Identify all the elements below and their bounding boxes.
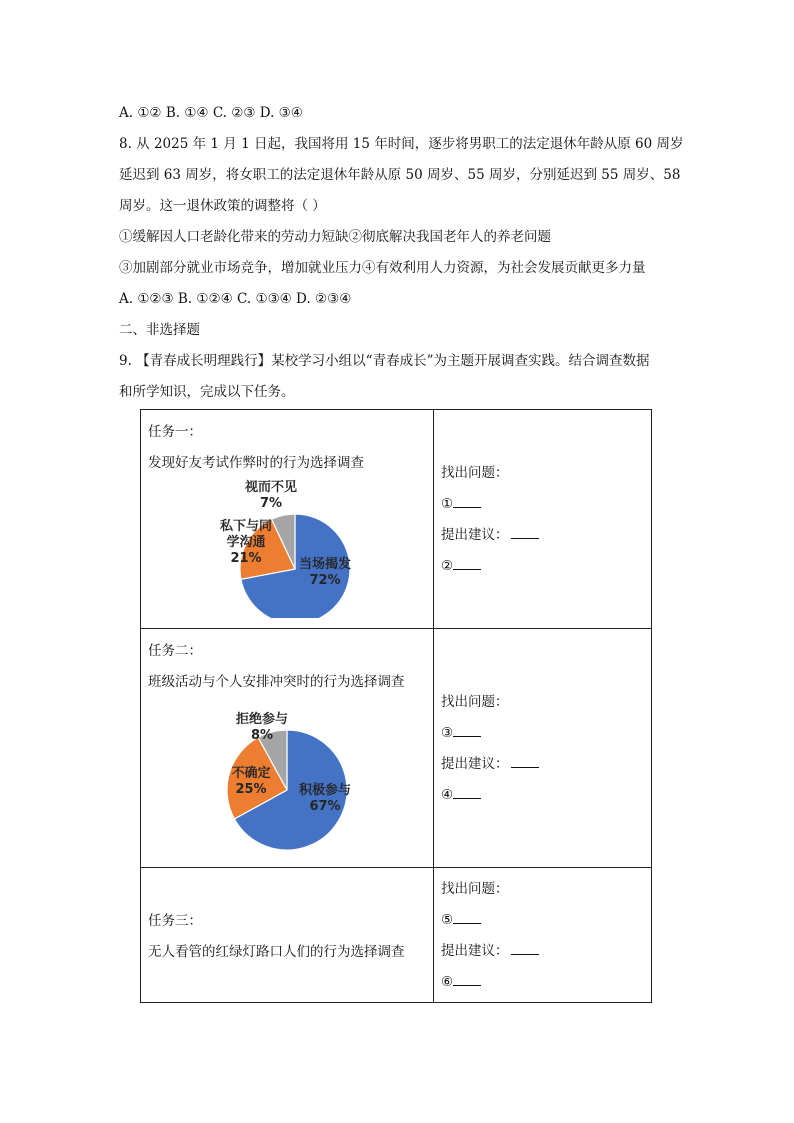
task3-suggest-label[interactable] <box>441 942 539 960</box>
table-divider-row-2 <box>141 867 651 868</box>
table-divider-row-1 <box>141 628 651 629</box>
q8-options: A. ①②③ B. ①②④ C. ①③④ D. ②③④ <box>119 291 352 307</box>
task3-suggest-text: 提出建议： <box>441 943 509 959</box>
task1-suggest-text: 提出建议： <box>441 527 509 543</box>
section-heading: 二、非选择题 <box>119 322 200 338</box>
pie-label-1: 私下与同学沟通 21% <box>219 519 273 566</box>
q7-options: A. ①② B. ①④ C. ②③ D. ③④ <box>119 105 303 121</box>
q8-line-1: 8. 从 2025 年 1 月 1 日起，我国将用 15 年时间，逐步将男职工的法定退休年龄从原 60 周岁 <box>119 136 684 152</box>
task2-answer-2[interactable] <box>441 786 481 804</box>
q8-statement-2: ③加剧部分就业市场竞争，增加就业压力④有效利用人力资源，为社会发展贡献更多力量 <box>119 260 646 276</box>
q8-line-3: 周岁。这一退休政策的调整将（ ） <box>119 198 326 214</box>
task3-title: 任务三： <box>148 913 202 929</box>
q9-line-2: 和所学知识，完成以下任务。 <box>119 384 295 400</box>
task2-answer-1[interactable] <box>441 724 481 742</box>
task1-suggest-label[interactable] <box>441 526 539 544</box>
task3-find-label: 找出问题： <box>441 881 509 897</box>
task3-answer-2[interactable] <box>441 973 481 991</box>
task3-mark-1: ⑤ <box>441 912 454 928</box>
task2-suggest-text: 提出建议： <box>441 756 509 772</box>
task2-subtitle: 班级活动与个人安排冲突时的行为选择调查 <box>148 674 405 690</box>
q8-statement-1: ①缓解因人口老龄化带来的劳动力短缺②彻底解决我国老年人的养老问题 <box>119 229 551 245</box>
task2-mark-2: ④ <box>441 787 454 803</box>
pie-label-0: 积极参与 67% <box>298 783 352 814</box>
pie-label-0: 当场揭发 72% <box>298 557 352 588</box>
pie-label-2: 视而不见 7% <box>244 480 298 511</box>
task2-find-label: 找出问题： <box>441 694 509 710</box>
pie-label-1: 不确定 25% <box>231 766 271 797</box>
pie-label-2: 拒绝参与 8% <box>235 712 289 743</box>
task2-title: 任务二： <box>148 643 202 659</box>
task3-mark-2: ⑥ <box>441 974 454 990</box>
task1-subtitle: 发现好友考试作弊时的行为选择调查 <box>148 455 364 471</box>
task3-answer-1[interactable] <box>441 911 481 929</box>
q9-line-1: 9. 【青春成长明理践行】某校学习小组以“青春成长”为主题开展调查实践。结合调查数据 <box>119 353 650 369</box>
task1-mark-2: ② <box>441 558 454 574</box>
task3-subtitle: 无人看管的红绿灯路口人们的行为选择调查 <box>148 944 405 960</box>
pie-chart-task2 <box>203 700 403 850</box>
task1-title: 任务一： <box>148 424 202 440</box>
task1-find-label: 找出问题： <box>441 465 509 481</box>
task1-answer-1[interactable] <box>441 495 481 513</box>
task2-suggest-label[interactable] <box>441 755 539 773</box>
task2-mark-1: ③ <box>441 725 454 741</box>
task-table <box>140 409 652 1003</box>
q8-line-2: 延迟到 63 周岁，将女职工的法定退休年龄从原 50 周岁、55 周岁，分别延迟到 55 周岁、58 <box>119 167 681 183</box>
pie-chart-task1 <box>203 478 403 618</box>
task1-answer-2[interactable] <box>441 557 481 575</box>
table-divider-vertical <box>433 410 434 1002</box>
task1-mark-1: ① <box>441 496 454 512</box>
